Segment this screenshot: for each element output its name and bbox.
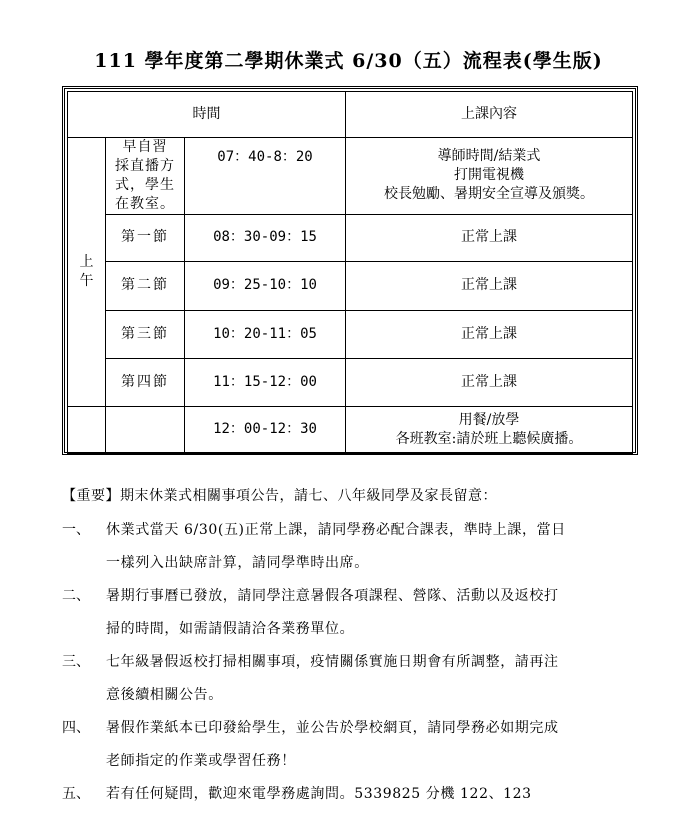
content-line: 各班教室:請於班上聽候廣播。 — [395, 430, 583, 447]
header-time: 時間 — [68, 92, 346, 138]
content-cell: 正常上課 — [346, 358, 633, 406]
period-line: 早自習 — [122, 139, 168, 155]
period-cell: 第一節 — [106, 214, 185, 261]
list-item — [62, 580, 642, 646]
content-line: 校長勉勵、暑期安全宣導及頒獎。 — [384, 186, 595, 203]
table-row — [68, 310, 633, 358]
table-row — [68, 358, 633, 406]
time-cell: 12：00-12：30 — [185, 406, 346, 453]
schedule-table — [62, 86, 638, 455]
list-item — [62, 778, 642, 811]
period-cell: 第三節 — [106, 310, 185, 358]
period-cell: 第二節 — [106, 261, 185, 310]
item-number: 一、 — [62, 522, 90, 538]
table-row — [68, 138, 633, 215]
item-line: 休業式當天 6/30(五)正常上課，請同學務必配合課表，準時上課，當日 — [106, 522, 566, 538]
item-line: 暑假作業紙本已印發給學生，並公告於學校網頁，請同學務必如期完成 — [106, 720, 559, 736]
header-content: 上課內容 — [346, 92, 633, 138]
item-text — [106, 778, 642, 811]
time-cell: 10：20-11：05 — [185, 310, 346, 358]
content-line: 用餐/放學 — [458, 411, 520, 428]
list-item — [62, 712, 642, 778]
blank-cell — [68, 406, 106, 453]
item-line: 意後續相關公告。 — [106, 687, 223, 703]
item-line: 暑期行事曆已發放，請同學注意暑假各項課程、營隊、活動以及返校打 — [106, 588, 559, 604]
table-row — [68, 261, 633, 310]
period-cell — [106, 406, 185, 453]
content-cell: 正常上課 — [346, 261, 633, 310]
table-row — [68, 406, 633, 453]
item-line: 若有任何疑問，歡迎來電學務處詢問。5339825 分機 122、123 — [106, 786, 532, 802]
item-text — [106, 646, 642, 712]
header-row — [68, 92, 633, 138]
period-cell — [106, 138, 185, 215]
period-line: 式，學生 — [115, 176, 175, 193]
item-number: 三、 — [62, 654, 90, 670]
morning-char-2: 午 — [79, 272, 94, 289]
time-cell: 11：15-12：00 — [185, 358, 346, 406]
item-number: 五、 — [62, 786, 90, 802]
period-line: 在教室。 — [115, 195, 175, 212]
list-item — [62, 646, 642, 712]
time-cell: 07：40-8：20 — [185, 138, 346, 215]
item-line: 一樣列入出缺席計算，請同學準時出席。 — [106, 555, 369, 571]
item-number: 二、 — [62, 588, 90, 604]
item-text — [106, 712, 642, 778]
content-cell — [346, 406, 633, 453]
item-line: 七年級暑假返校打掃相關事項，疫情關係實施日期會有所調整，請再注 — [106, 654, 559, 670]
item-line: 掃的時間，如需請假請洽各業務單位。 — [106, 621, 355, 637]
period-line: 採直播方 — [115, 157, 175, 174]
content-cell: 正常上課 — [346, 310, 633, 358]
time-cell: 08：30-09：15 — [185, 214, 346, 261]
period-cell: 第四節 — [106, 358, 185, 406]
notice-section — [62, 482, 642, 811]
content-line: 導師時間/結業式 — [437, 148, 541, 165]
item-number: 四、 — [62, 720, 90, 736]
content-cell — [346, 138, 633, 215]
content-cell: 正常上課 — [346, 214, 633, 261]
page-title: 111 學年度第二學期休業式 6/30（五）流程表(學生版) — [94, 50, 603, 72]
time-cell: 09：25-10：10 — [185, 261, 346, 310]
schedule-grid — [67, 91, 633, 454]
table-row — [68, 214, 633, 261]
morning-char-1: 上 — [79, 253, 94, 270]
list-item — [62, 514, 642, 580]
item-line: 老師指定的作業或學習任務！ — [106, 753, 296, 769]
item-text — [106, 514, 642, 580]
item-text — [106, 580, 642, 646]
notice-heading: 【重要】期末休業式相關事項公告，請七、八年級同學及家長留意： — [62, 488, 497, 504]
morning-label — [68, 138, 106, 407]
content-line: 打開電視機 — [454, 167, 525, 184]
